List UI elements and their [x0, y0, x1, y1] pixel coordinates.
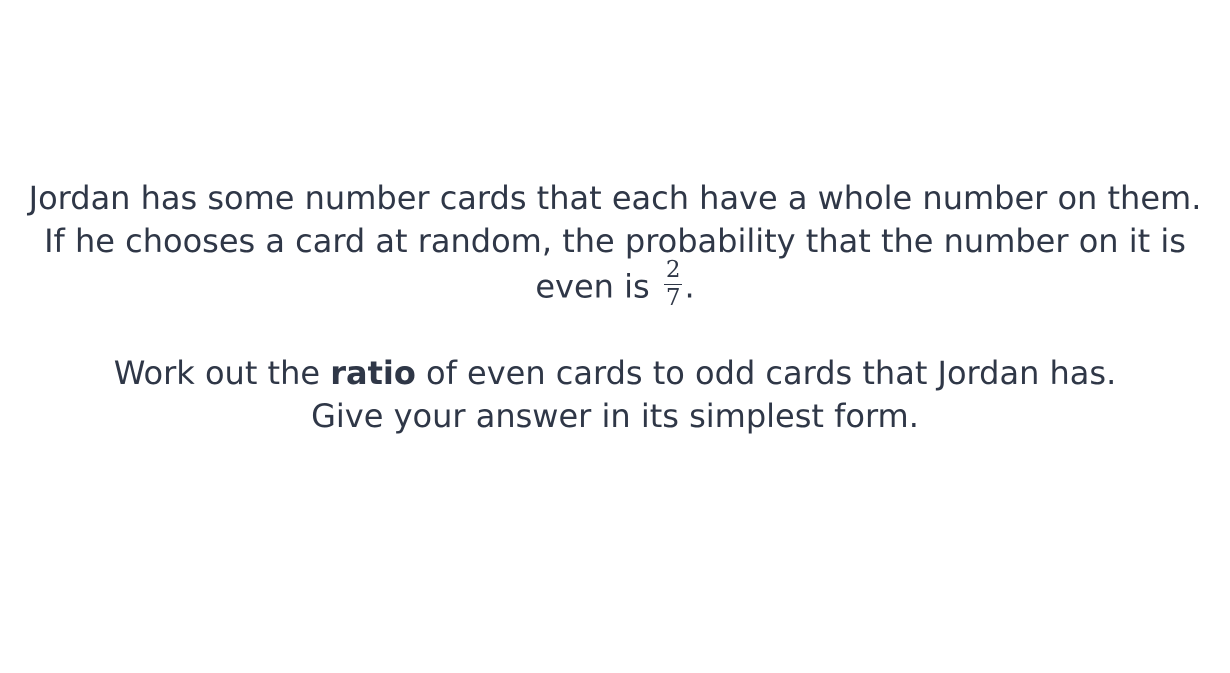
question-text [0, 177, 1230, 438]
instruction-end: of even cards to odd cards that Jordan has. [426, 354, 1117, 392]
question-line-4: Give your answer in its simplest form. [311, 397, 919, 435]
instruction-start: Work out the [113, 354, 321, 392]
question-line-2 [0, 220, 1230, 314]
probability-statement: If he chooses a card at random, the probability that the number on it is even is [44, 222, 1186, 306]
sentence-period: . [684, 267, 695, 306]
fraction-numerator: 2 [665, 257, 681, 283]
fraction-denominator: 7 [665, 285, 681, 311]
paragraph-spacer [0, 314, 1230, 352]
ratio-keyword: ratio [330, 354, 416, 392]
question-line-3 [0, 352, 1230, 395]
probability-fraction [664, 259, 683, 310]
question-line-1: Jordan has some number cards that each have a whole number on them. [28, 179, 1202, 217]
